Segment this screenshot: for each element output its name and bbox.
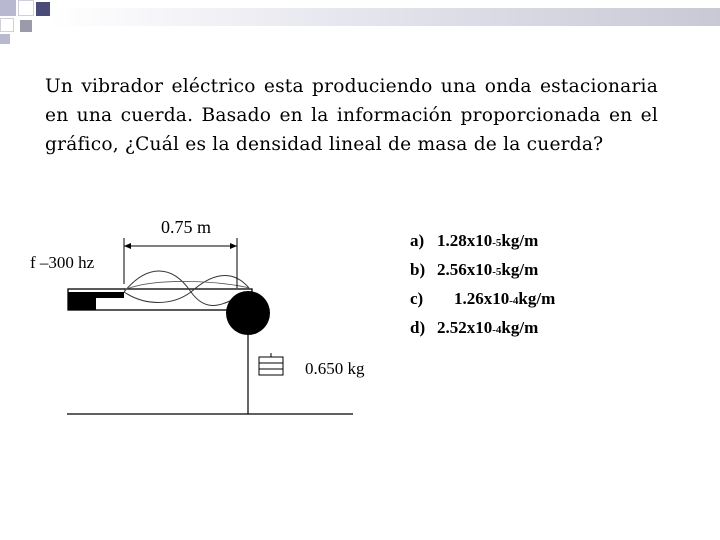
option-exponent: -4: [492, 324, 502, 336]
option-d[interactable]: [410, 318, 590, 347]
option-exponent: -4: [509, 295, 519, 307]
physics-diagram: [27, 212, 391, 422]
option-c[interactable]: [410, 289, 590, 318]
decorative-square: [18, 0, 34, 16]
option-letter: a): [410, 231, 425, 250]
option-unit: kg/m: [501, 231, 539, 250]
question-text: [45, 72, 658, 159]
pulley-icon: [226, 291, 270, 335]
frequency-label: f –300 hz: [30, 253, 95, 272]
answer-options: [410, 231, 590, 347]
diagram-svg: [27, 212, 391, 422]
vibrator-arm: [96, 292, 124, 298]
option-letter: d): [410, 318, 426, 337]
option-mantissa: 2.56x10: [437, 260, 493, 279]
option-a[interactable]: [410, 231, 590, 260]
decorative-gradient-bar: [50, 8, 720, 26]
mass-label: 0.650 kg: [305, 359, 365, 378]
decorative-square: [0, 34, 10, 44]
option-b[interactable]: [410, 260, 590, 289]
length-label: 0.75 m: [161, 217, 212, 237]
option-mantissa: 1.28x10: [437, 231, 493, 250]
option-unit: kg/m: [501, 260, 539, 279]
vibrator-block-icon: [68, 292, 96, 310]
option-exponent: -5: [492, 266, 502, 278]
option-exponent: -5: [492, 237, 502, 249]
option-unit: kg/m: [501, 318, 539, 337]
question-body: Un vibrador eléctrico esta produciendo una onda estacionaria en una cuerda. Basado en la información proporcionada en el gráfico, ¿Cuál es la densidad lineal de masa de la cuerda?: [45, 76, 658, 155]
option-letter: b): [410, 260, 426, 279]
decorative-square: [20, 20, 32, 32]
arrowhead-left: [124, 243, 131, 249]
decorative-square: [36, 2, 50, 16]
option-letter: c): [410, 289, 424, 308]
option-unit: kg/m: [518, 289, 556, 308]
arrowhead-right: [230, 243, 237, 249]
option-mantissa: 1.26x10: [454, 289, 510, 308]
mass-block-icon: [259, 357, 283, 375]
decorative-square: [0, 18, 14, 32]
decorative-square: [0, 0, 16, 16]
slide-decoration: [0, 0, 720, 50]
option-mantissa: 2.52x10: [437, 318, 493, 337]
